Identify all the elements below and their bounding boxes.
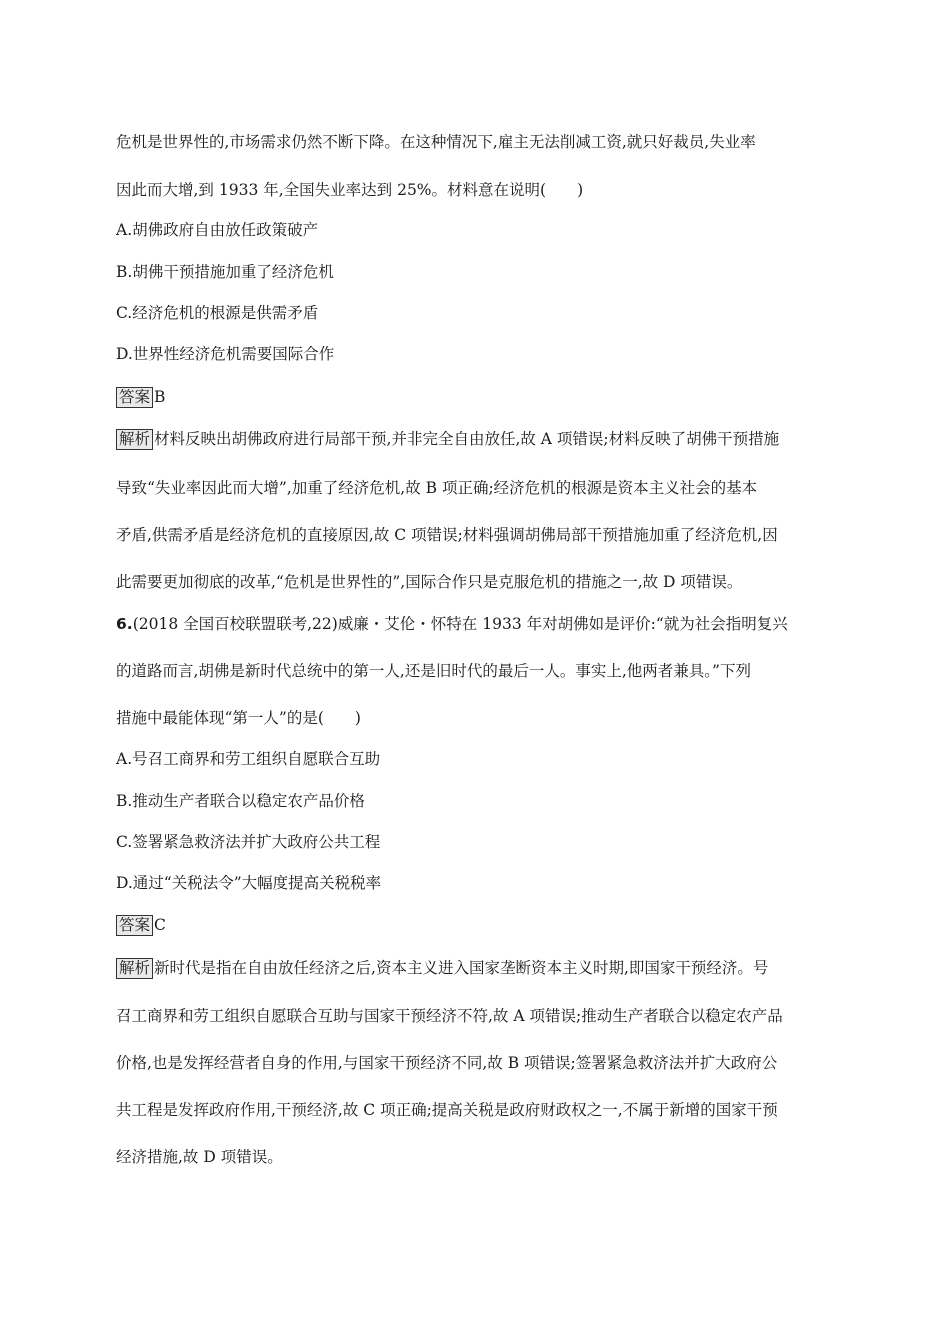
q5-analysis-line [116,428,836,450]
q6-stem-line: 的道路而言,胡佛是新时代总统中的第一人,还是旧时代的最后一人。事实上,他两者兼具。”下列 [116,662,751,680]
q6-stem-line [116,613,836,635]
q6-analysis-line: 召工商界和劳工组织自愿联合互助与国家干预经济不符,故 A 项错误;推动生产者联合以稳定农产品 [116,1007,783,1025]
q6-analysis-text: 新时代是指在自由放任经济之后,资本主义进入国家垄断资本主义时期,即国家干预经济。号 [154,959,769,977]
q6-option-d: D.通过“关税法令”大幅度提高关税税率 [116,874,382,892]
answer-tag: 答案 [116,915,153,936]
q6-answer-line [116,914,836,936]
q5-option-a: A.胡佛政府自由放任政策破产 [116,221,319,239]
q6-analysis-line [116,957,836,979]
q6-analysis-line: 共工程是发挥政府作用,干预经济,故 C 项正确;提高关税是政府财政权之一,不属于新增的国家干预 [116,1101,778,1119]
q6-analysis-line: 价格,也是发挥经营者自身的作用,与国家干预经济不同,故 B 项错误;签署紧急救济法并扩大政府公 [116,1054,778,1072]
answer-tag: 答案 [116,387,153,408]
q5-analysis-line: 导致“失业率因此而大增”,加重了经济危机,故 B 项正确;经济危机的根源是资本主义社会的基本 [116,479,758,497]
q6-stem-text: (2018 全国百校联盟联考,22)威廉・艾伦・怀特在 1933 年对胡佛如是评价:“就为社会指明复兴 [132,615,788,633]
q5-answer-value: B [154,388,166,406]
q5-analysis-text: 材料反映出胡佛政府进行局部干预,并非完全自由放任,故 A 项错误;材料反映了胡佛干预措施 [154,430,780,448]
analysis-tag: 解析 [116,429,153,450]
q5-stem-line: 因此而大增,到 1933 年,全国失业率达到 25%。材料意在说明( ) [116,181,584,199]
q6-option-c: C.签署紧急救济法并扩大政府公共工程 [116,833,381,851]
q5-analysis-line: 矛盾,供需矛盾是经济危机的直接原因,故 C 项错误;材料强调胡佛局部干预措施加重了经济危机,因 [116,526,778,544]
q5-answer-line [116,386,836,408]
analysis-tag: 解析 [116,958,153,979]
q6-stem-line: 措施中最能体现“第一人”的是( ) [116,709,361,727]
q6-answer-value: C [154,916,166,934]
q6-option-b: B.推动生产者联合以稳定农产品价格 [116,792,365,810]
q5-option-c: C.经济危机的根源是供需矛盾 [116,304,319,322]
q5-stem-line: 危机是世界性的,市场需求仍然不断下降。在这种情况下,雇主无法削减工资,就只好裁员,失业率 [116,133,756,151]
q5-option-b: B.胡佛干预措施加重了经济危机 [116,263,334,281]
q6-option-a: A.号召工商界和劳工组织自愿联合互助 [116,750,381,768]
q6-analysis-line: 经济措施,故 D 项错误。 [116,1148,283,1166]
q6-number: 6. [116,615,133,633]
q5-option-d: D.世界性经济危机需要国际合作 [116,345,335,363]
q5-analysis-line: 此需要更加彻底的改革,“危机是世界性的”,国际合作只是克服危机的措施之一,故 D 项错误。 [116,573,743,591]
